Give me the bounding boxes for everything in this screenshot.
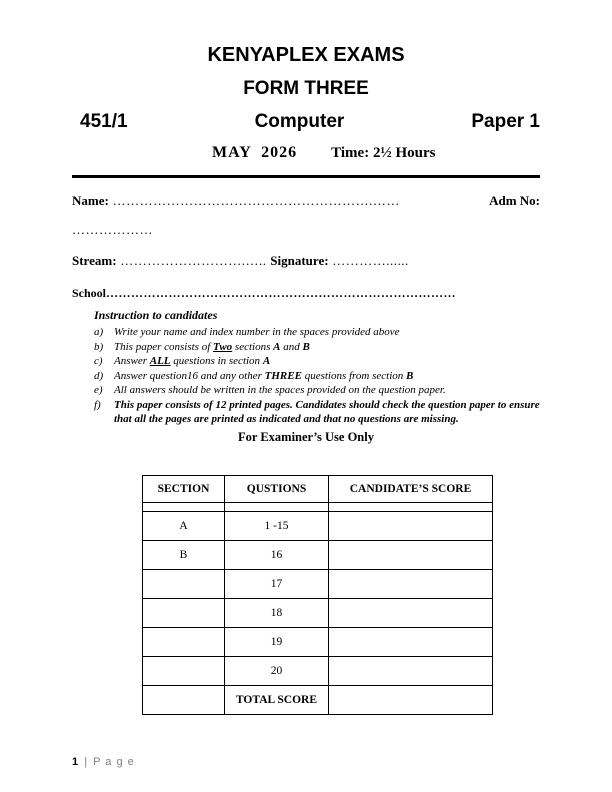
section-cell [143,685,225,714]
instruction-item-label: f) [94,398,101,411]
instructions-block [94,308,540,427]
question-cell: TOTAL SCORE [225,685,329,714]
instruction-text-segment: B [302,340,310,353]
footer-separator: | [84,756,88,768]
exam-form-level: FORM THREE [243,78,369,99]
instructions-heading: Instruction to candidates [94,308,218,322]
adm-no-dotted-line: ……………… [72,222,153,237]
instruction-item-label: c) [94,355,103,367]
signature-dotted-line: …………...... [328,253,409,268]
school-field-line [72,286,540,301]
score-table-row [143,656,493,685]
instruction-item [94,383,540,398]
instruction-item-label: b) [94,340,104,353]
candidate-score-cell [329,502,493,511]
column-header-candidate-score: CANDIDATE’S SCORE [329,475,493,502]
candidate-score-cell [329,656,493,685]
subject-name: Computer [254,111,345,132]
question-cell: 19 [225,627,329,656]
score-table-row [143,569,493,598]
signature-label: Signature: [270,253,329,268]
school-label: School [72,286,107,300]
instruction-text-segment: Answer question16 and any other [114,369,265,382]
candidate-score-cell [329,540,493,569]
name-field-line [72,193,540,209]
candidate-score-cell [329,627,493,656]
instruction-text-segment: A [262,355,271,367]
section-cell [143,569,225,598]
instruction-text-segment: Answer [114,355,150,367]
column-header-section: SECTION [143,475,225,502]
question-cell: 18 [225,598,329,627]
instruction-text-segment: and [280,340,303,353]
instruction-text-segment: This paper consists of [114,340,214,353]
instruction-text-segment: Two [213,340,233,353]
score-table-row [143,540,493,569]
section-cell [143,502,225,511]
instruction-text-segment: THREE [264,369,302,382]
paper-code: 451/1 [80,111,128,132]
score-table-row [143,502,493,511]
instruction-item [94,354,540,369]
column-header-questions: QUSTIONS [225,475,329,502]
score-table-row [143,598,493,627]
header-divider-rule [72,175,540,178]
instruction-text-segment: ALL [149,355,171,367]
instruction-text-segment: Write your name and index number in the spaces provided above [114,326,400,338]
instruction-text-segment: questions from section [301,369,407,382]
candidate-score-cell [329,598,493,627]
instruction-text-segment: This paper consists of 12 printed pages. Candidates should check the question paper to ensure that all the pages are printed as indicated and that no questions are missing. [114,398,540,425]
section-cell: A [143,511,225,540]
candidate-score-cell [329,511,493,540]
page-number: 1 [72,756,79,768]
stream-signature-line [72,253,540,269]
name-label: Name: [72,193,109,208]
question-cell: 16 [225,540,329,569]
instruction-text-segment: A [273,340,281,353]
page-footer [72,756,135,768]
instruction-item-label: d) [94,369,104,382]
section-cell [143,656,225,685]
section-cell [143,598,225,627]
instruction-item [94,398,540,427]
examiner-score-table [142,475,493,715]
score-table-row [143,685,493,714]
instruction-item-label: e) [94,384,103,396]
examiner-use-heading: For Examiner’s Use Only [238,429,374,444]
footer-page-word: P a g e [93,756,135,768]
paper-number: Paper 1 [471,111,540,132]
name-field [72,193,400,209]
adm-no-label: Adm No: [489,193,540,208]
instruction-item-label: a) [94,326,104,338]
section-cell [143,627,225,656]
paper-code-row [72,111,540,133]
instruction-text-segment: sections [232,340,274,353]
score-table-row [143,511,493,540]
exam-duration: Time: 2½ Hours [331,145,436,161]
instruction-item [94,369,540,384]
score-table-row [143,627,493,656]
question-cell: 20 [225,656,329,685]
instruction-text-segment: questions in section [170,355,263,367]
instruction-text-segment: B [406,369,414,382]
question-cell: 1 -15 [225,511,329,540]
instruction-item [94,340,540,355]
stream-label: Stream: [72,253,117,268]
exam-date: MAY 2026 [212,144,298,161]
section-cell: B [143,540,225,569]
date-time-row [72,144,540,162]
score-table-header-row [143,475,493,502]
stream-dotted-line: ……………………….….. [116,253,271,268]
instruction-list [94,325,540,427]
candidate-score-cell [329,685,493,714]
candidate-score-cell [329,569,493,598]
exam-title: KENYAPLEX EXAMS [207,44,405,66]
school-dotted-line: ………………………………………………………………………… [106,286,457,300]
question-cell: 17 [225,569,329,598]
name-dotted-line: ………………………………………………….…… [108,193,400,208]
instruction-text-segment: All answers should be written in the spaces provided on the question paper. [114,384,446,396]
examiner-table-body [143,502,493,714]
question-cell [225,502,329,511]
instruction-item [94,325,540,340]
